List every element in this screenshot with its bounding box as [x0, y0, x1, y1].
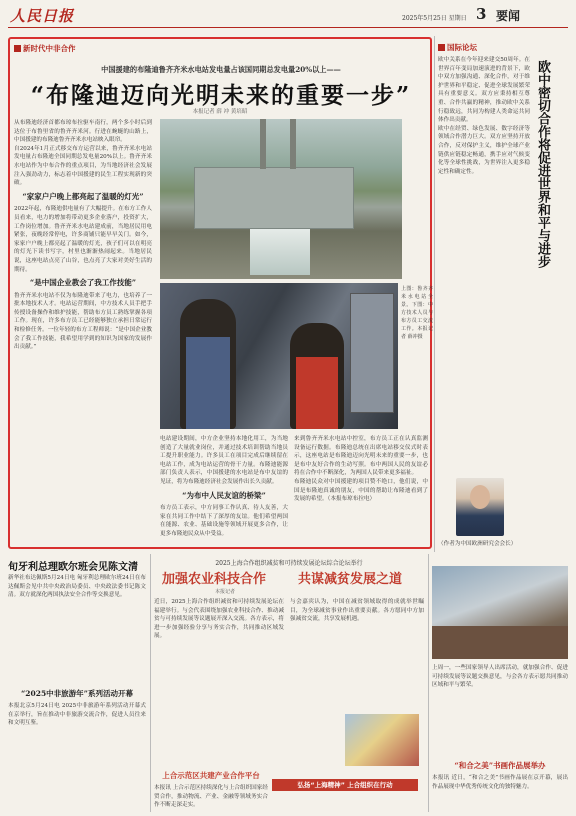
feature-body-1: 2022年起，布隆迪供电量有了大幅提升。在布方工作人员看来，电力的增加将带动更多企业落户，投资扩大，工作岗位增加。鲁齐齐米水电站建成前，当地居民用电紧张，夜晚经常停电，许多商铺只能早早关门。如今，家家户户晚上都亮起了温暖的灯光，孩子们可以在明亮的灯光下读书写字，村里也渐渐热闹起来。当地居民说，这座电站点亮了山谷，也点亮了大家对美好生活的期待。 [14, 206, 152, 273]
feature-headline[interactable]: “布隆迪迈向光明未来的重要一步” [30, 82, 412, 109]
forum-body-2: 欧中在经贸、绿色发展、数字经济等领域合作潜力巨大。双方应坚持开放合作，反对保护主义，维护全球产业链供应链稳定畅通，携手应对气候变化等全球性挑战，为世界注入更多稳定性和确定性。 [438, 125, 530, 175]
feature-subhead-1: “家家户户晚上都亮起了温暖的灯光” [22, 191, 144, 201]
feature-byline: 本报记者 薛 冲 黄培昭 [192, 109, 248, 115]
lower-sub-body: 本报讯 上合示范区持续深化与上合组织国家经贸合作，推动物流、产业、金融等领域务实合作不断走深走实。 [154, 785, 268, 809]
lower-byline: 本报记者 [214, 589, 235, 595]
forum-headline[interactable]: 欧中密切合作将促进世界和平与进步 [535, 60, 550, 268]
spillway-water [250, 229, 310, 275]
author-portrait [456, 478, 504, 536]
feature-subhead-2: “是中国企业教会了我工作技能” [29, 278, 137, 288]
section-name: 要闻 [496, 9, 521, 23]
forum-kicker [438, 42, 477, 53]
workers-photo [160, 283, 398, 429]
feature-article [8, 37, 432, 549]
feature-column-3 [294, 435, 428, 547]
right-news-body-1: 上周一，一些国家领导人出席活动，就加强合作、促进可持续发展等议题交换意见，与会各方表示愿共同推动区域和平与繁荣。 [432, 665, 568, 689]
sco-banner: 弘扬“上海精神” 上合组织在行动 [272, 779, 418, 791]
feature-column-1 [14, 119, 152, 547]
feature-lead: 从布隆迪经济首都布琼布拉驱车南行，两个多小时后到达位于布鲁里省的鲁齐齐米河。行进在蜿蜒的山路上，中国援建的布隆迪鲁齐齐米水电站映入眼帘。 [14, 120, 152, 144]
newspaper-logo: 人民日报 [10, 7, 75, 25]
powerhouse-building [194, 167, 354, 229]
feature-body-4: 布方员工表示，中方同事工作认真、待人友善，大家在共同工作中结下了深厚的友谊。他们希望两国在能源、农业、基础设施等领域开展更多合作，让更多布隆迪民众从中受益。 [160, 505, 288, 537]
lower-subheadline[interactable]: 上合示范区共建产业合作平台 [162, 771, 260, 780]
left-news-body-2: 本报北京5月24日电 2025中非旅游年系列活动开幕式在京举行，旨在推动中非旅游交流合作，促进人员往来和文明互鉴。 [8, 703, 146, 727]
forum-kicker-text: 国际论坛 [447, 43, 477, 52]
right-news-body-2: 本报讯 近日，“和合之美”书画作品展在京开幕，展出作品展现中华优秀传统文化的独特魅力。 [432, 775, 568, 790]
photo-caption: 上图：鲁齐齐米水电站全景。下图：中方技术人员与布方员工交流工作。本报记者 薛冲摄 [401, 286, 433, 340]
penstock-pipe [260, 119, 266, 169]
column-divider [428, 554, 429, 812]
lower-body-left: 近日，2025上海合作组织减贫和可持续发展论坛在福建举行。与会代表围绕加强农业科技合作、推动减贫与可持续发展等议题展开深入交流。各方表示，将进一步加强经验分享与务实合作，共同推动区域发展。 [154, 599, 284, 640]
lower-headline-left[interactable]: 加强农业科技合作 [162, 572, 267, 587]
issue-date: 2025年5月25日 星期日 [402, 15, 467, 22]
forum-body-1: 欧中关系在今年迎来建交50周年。在世界百年变局加速演进的背景下，欧中双方加强沟通、深化合作，对于维护世界和平稳定、促进全球发展繁荣具有重要意义。双方应秉持相互尊重、合作共赢的精神，推动欧中关系行稳致远，共同为构建人类命运共同体作出贡献。 [438, 57, 530, 124]
left-news-headline-1[interactable]: 旬牙利总理欧尔班会见陈文清 [8, 562, 138, 573]
kicker-square-icon [14, 45, 21, 52]
feature-kicker [14, 43, 76, 54]
left-news-headline-2[interactable]: “2025中非旅游年”系列活动开幕 [20, 689, 133, 698]
lower-body-right: 与会嘉宾认为，中国在减贫领域取得的成就举世瞩目，为全球减贫事业作出重要贡献。各方愿同中方加强减贫交流，共享发展机遇。 [290, 599, 424, 623]
feature-deck: 中国援建的布隆迪鲁齐齐米水电站发电量占该国同期总发电量20%以上—— [101, 65, 341, 74]
forum-event-photo [345, 714, 419, 766]
lower-kicker: 2025上海合作组织减贫和可持续发展论坛综合论坛举行 [215, 560, 363, 567]
hydropower-station-photo [160, 119, 402, 279]
penstock-pipe [290, 119, 296, 169]
feature-body-3: 电站建设期间，中方企业坚持本地化用工，为当地创造了大量就业岗位，并通过技术培训帮助当地员工提升职业能力。许多员工在项目完成后继续留在电站工作，成为电站运营的骨干力量。布隆迪能源部门负责人表示，中国援建的水电站是布中友谊的见证，将为布隆迪经济社会发展作出长久贡献。 [160, 436, 288, 485]
page-number: 3 [476, 5, 487, 23]
feature-subhead-3: “为布中人民友谊的桥梁” [182, 490, 266, 500]
feature-lead-2: 自2024年1月正式移交布方运营以来，鲁齐齐米水电站发电量占布隆迪全国同期总发电量20%以上。鲁齐齐米水电站作为中布合作的重点项目，为当地经济社会发展注入强劲动力，标志着中国援建的民生工程实现新的突破。 [14, 145, 152, 187]
feature-column-2 [160, 435, 288, 547]
right-news-headline[interactable]: “和合之美”书画作品展举办 [454, 761, 546, 770]
event-stage-photo [432, 566, 568, 659]
feature-body-2: 鲁齐齐米水电站不仅为布隆迪带来了电力，也培养了一批本地技术人才。电站运营期间，中方技术人员手把手传授设备操作和维护技能，帮助布方员工熟练掌握各项工作。现在，许多布方员工已经能够独立承担日常运行和检修任务。一位年轻的布方工程师说：“是中国企业教会了我工作技能，我希望用学到的知识为国家的发展作出贡献。” [14, 292, 152, 351]
column-divider [434, 36, 435, 552]
worker-figure [290, 323, 344, 429]
forum-body [438, 56, 530, 470]
feature-kicker-text: 新时代中非合作 [23, 44, 76, 53]
lower-headline-right[interactable]: 共谋减贫发展之道 [298, 572, 403, 587]
column-divider [150, 554, 151, 812]
feature-body-5: 来到鲁齐齐米水电站中控室，布方员工正在认真监测设备运行数据。布隆迪总统在出席电站移交仪式时表示，这座电站是布隆迪迈向光明未来的重要一步，也是布中友好合作的生动写照。布中两国人民的友谊必将在合作中不断深化，为两国人民带来更多福祉。 [294, 436, 428, 477]
kicker-square-icon [438, 44, 445, 51]
masthead [8, 4, 568, 28]
forum-author-note: （作者为中国欧洲研究会会长） [438, 541, 517, 547]
feature-body-6: 布隆迪民众对中国援建的项目赞不绝口，他们说，中国是布隆迪真诚的朋友，中国的帮助让布隆迪看到了发展的希望。（本报布琼布拉电） [294, 478, 428, 503]
control-panel [350, 293, 394, 413]
left-news-body-1: 新华社布达佩斯5月24日电 匈牙利总理欧尔班24日在布达佩斯会见中共中央政治局委员、中央政法委书记陈文清。双方就深化两国执法安全合作等交换意见。 [8, 575, 146, 599]
worker-figure [180, 299, 236, 429]
